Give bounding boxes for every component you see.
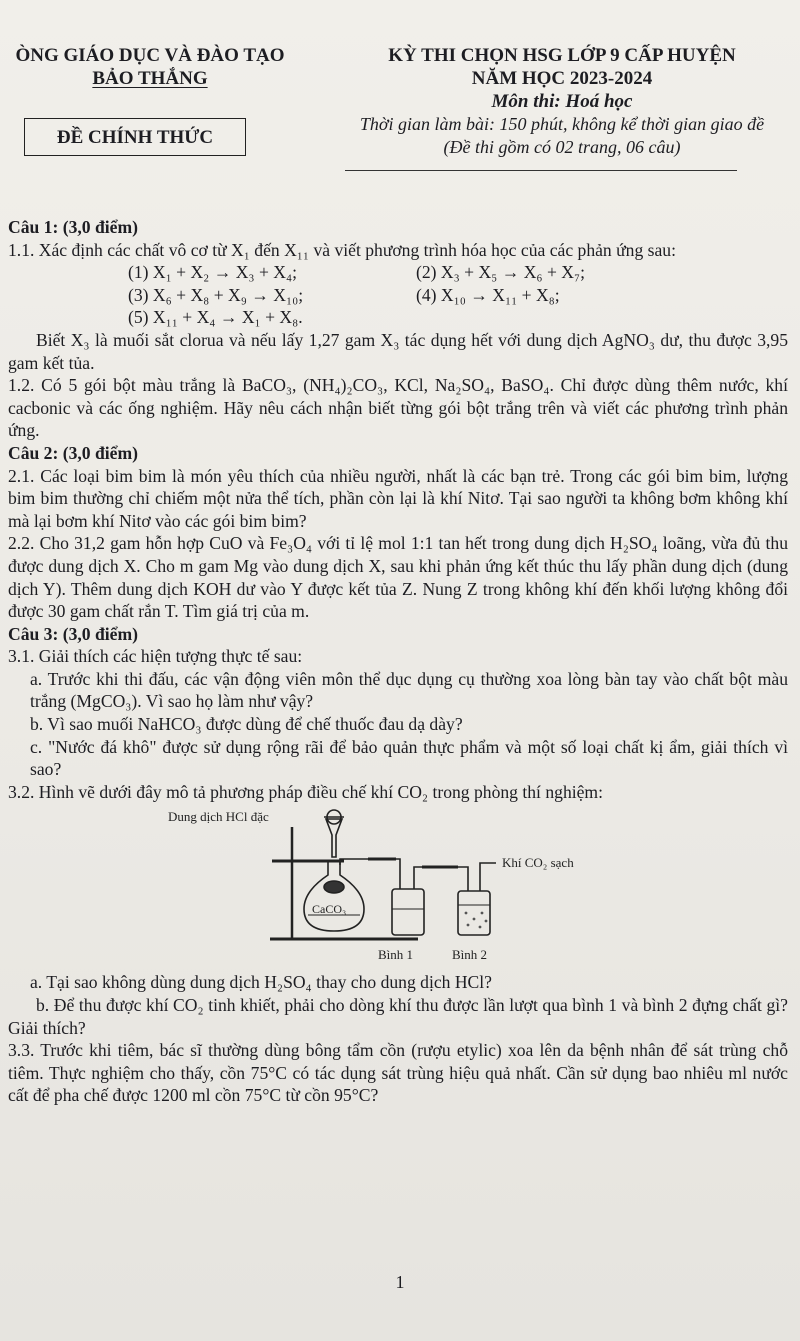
q3-item-c: c. "Nước đá khô" được sử dụng rộng rãi để bảo quản thực phẩm và một số loại chất kị ẩm, giải thích vì sao? <box>30 736 788 780</box>
equation-5: (5) X₁₁ + X₄ → X₁ + X₈. <box>128 307 303 328</box>
q3-part3: 3.3. Trước khi tiêm, bác sĩ thường dùng bông tẩm cồn (rượu etylic) xoa lên da bệnh nhân để sát trùng chỗ tiêm. Thực nghiệm cho thấy, cồn 75°C có tác dụng sát trùng hiệu quả nhất. Cần sử dụng bao nhiêu ml nước cất để pha chế được 1200 ml cồn 75°C từ cồn 95°C? <box>8 1040 788 1106</box>
q1-part2: 1.2. Có 5 gói bột màu trắng là BaCO₃, (NH₄)₂CO₃, KCl, Na₂SO₄, BaSO₄. Chỉ được dùng thêm nước, khí cacbonic và các ống nghiệm. Hãy nêu cách nhận biết từng gói bột trắng trên và viết các phương trình phản ứng. <box>8 375 788 441</box>
q3-item-a: a. Trước khi thi đấu, các vận động viên môn thể dục dụng cụ thường xoa lòng bàn tay vào chất bột màu trắng (MgCO₃). Vì sao họ làm như vậy? <box>30 668 788 712</box>
exam-body <box>8 216 788 1107</box>
equation-3: (3) X₆ + X₈ + X₉ → X₁₀; <box>128 284 304 305</box>
school-year: NĂM HỌC 2023-2024 <box>471 68 653 89</box>
equation-2: (2) X₃ + X₅ → X₆ + X₇; <box>416 262 585 283</box>
label-hcl: Dung dịch HCl đặc <box>168 809 269 825</box>
q1-condition: Biết X₃ là muối sắt clorua và nếu lấy 1,27 gam X₃ tác dụng hết với dung dịch AgNO₃ dư, thu được 3,95 gam kết tủa. <box>8 329 788 373</box>
label-bottle-1: Bình 1 <box>378 947 414 963</box>
apparatus-diagram <box>168 805 628 971</box>
header-left <box>0 44 300 90</box>
q2-heading: Câu 2: (3,0 điểm) <box>8 442 138 463</box>
q3-fig-question-a: a. Tại sao không dùng dung dịch H₂SO₄ thay cho dung dịch HCl? <box>30 972 492 993</box>
q1-part1: 1.1. Xác định các chất vô cơ từ X₁ đến X₁₁ và viết phương trình hóa học của các phản ứng sau: <box>8 239 676 260</box>
q2-part2: 2.2. Cho 31,2 gam hỗn hợp CuO và Fe₃O₄ với tỉ lệ mol 1:1 tan hết trong dung dịch H₂SO₄ loãng, vừa đủ thu được dung dịch X. Cho m gam Mg vào dung dịch X, sau khi phản ứng kết thúc thu lấy phần dung dịch (dung dịch Y). Thêm dung dịch KOH dư vào Y được kết tủa Z. Nung Z trong không khí đến khối lượng không đổi được 30 gam chất rắn T. Tìm giá trị của m. <box>8 533 788 622</box>
drying-granules <box>465 912 488 929</box>
district-name: BẢO THẮNG <box>92 68 208 89</box>
official-exam-box: ĐỀ CHÍNH THỨC <box>24 118 246 156</box>
exam-title: KỲ THI CHỌN HSG LỚP 9 CẤP HUYỆN <box>388 45 736 66</box>
pages-note: (Đề thi gồm có 02 trang, 06 câu) <box>443 137 681 157</box>
time-note: Thời gian làm bài: 150 phút, không kể thời gian giao đề <box>359 114 765 134</box>
page-number: 1 <box>395 1272 405 1292</box>
header-rule <box>345 170 737 171</box>
co2-apparatus-figure <box>8 805 788 971</box>
equation-4: (4) X₁₀ → X₁₁ + X₈; <box>416 284 560 305</box>
equation-grid <box>8 261 788 329</box>
q3-part1: 3.1. Giải thích các hiện tượng thực tế sau: <box>8 646 303 667</box>
label-caco3: CaCO₃ <box>312 902 347 917</box>
header-right <box>332 44 792 159</box>
q3-fig-question-b: b. Để thu được khí CO₂ tinh khiết, phải cho dòng khí thu được lần lượt qua bình 1 và bình 2 đựng chất gì? Giải thích? <box>8 995 788 1038</box>
label-co2-gas: Khí CO₂ sạch <box>502 855 574 871</box>
q1-heading: Câu 1: (3,0 điểm) <box>8 217 138 237</box>
q3-item-b: b. Vì sao muối NaHCO₃ được dùng để chế thuốc đau dạ dày? <box>30 714 463 735</box>
label-bottle-2: Bình 2 <box>452 947 488 963</box>
q2-part1: 2.1. Các loại bim bim là món yêu thích của nhiều người, nhất là các bạn trẻ. Trong các gói bim bim, lượng bim bim thường chỉ chiếm một nửa thể tích, phần còn lại là khí Nitơ. Tại sao người ta không bơm không khí mà lại bơm khí Nitơ vào các gói bim bim? <box>8 465 788 531</box>
equation-1: (1) X₁ + X₂ → X₃ + X₄; <box>128 262 297 283</box>
q3-part2: 3.2. Hình vẽ dưới đây mô tả phương pháp điều chế khí CO₂ trong phòng thí nghiệm: <box>8 781 604 802</box>
q3-heading: Câu 3: (3,0 điểm) <box>8 623 138 644</box>
department-name: ÒNG GIÁO DỤC VÀ ĐÀO TẠO <box>15 45 285 66</box>
subject: Môn thi: Hoá học <box>491 91 633 112</box>
